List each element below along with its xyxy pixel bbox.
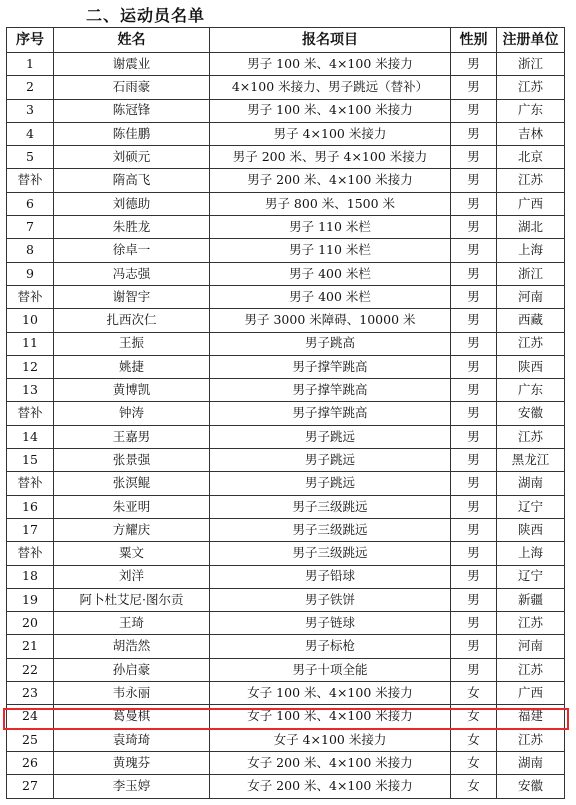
athlete-name-cell: 钟涛 [54, 402, 210, 425]
row-number-cell: 7 [7, 216, 54, 239]
athlete-name-cell: 扎西次仁 [54, 309, 210, 332]
athlete-name-cell: 粟文 [54, 542, 210, 565]
athlete-name-cell: 张景强 [54, 449, 210, 472]
sex-cell: 男 [451, 169, 497, 192]
event-cell: 女子 100 米、4×100 米接力 [210, 705, 451, 728]
row-number-cell: 6 [7, 192, 54, 215]
row-number-cell: 替补 [7, 285, 54, 308]
unit-cell: 西藏 [497, 309, 565, 332]
table-row [7, 635, 565, 658]
athlete-name-cell: 黄瑰芬 [54, 751, 210, 774]
sex-cell: 男 [451, 542, 497, 565]
event-cell: 男子撑竿跳高 [210, 379, 451, 402]
athlete-name-cell: 胡浩然 [54, 635, 210, 658]
sex-cell: 男 [451, 565, 497, 588]
athlete-name-cell: 刘硕元 [54, 146, 210, 169]
table-row [7, 449, 565, 472]
sex-cell: 男 [451, 495, 497, 518]
row-number-cell: 20 [7, 612, 54, 635]
row-number-cell: 26 [7, 751, 54, 774]
header-event: 报名项目 [210, 28, 451, 53]
event-cell: 男子 100 米、4×100 米接力 [210, 53, 451, 76]
event-cell: 男子 100 米、4×100 米接力 [210, 99, 451, 122]
unit-cell: 河南 [497, 635, 565, 658]
sex-cell: 女 [451, 705, 497, 728]
event-cell: 男子三级跳远 [210, 518, 451, 541]
event-cell: 男子跳远 [210, 425, 451, 448]
row-number-cell: 替补 [7, 169, 54, 192]
unit-cell: 河南 [497, 285, 565, 308]
event-cell: 男子跳高 [210, 332, 451, 355]
unit-cell: 江苏 [497, 728, 565, 751]
row-number-cell: 15 [7, 449, 54, 472]
row-number-cell: 替补 [7, 402, 54, 425]
table-row [7, 472, 565, 495]
row-number-cell: 替补 [7, 472, 54, 495]
athlete-name-cell: 韦永丽 [54, 682, 210, 705]
unit-cell: 浙江 [497, 262, 565, 285]
event-cell: 男子 4×100 米接力 [210, 122, 451, 145]
unit-cell: 湖南 [497, 751, 565, 774]
table-row [7, 425, 565, 448]
event-cell: 4×100 米接力、男子跳远（替补） [210, 76, 451, 99]
table-row [7, 379, 565, 402]
table-row [7, 612, 565, 635]
table-row [7, 775, 565, 798]
sex-cell: 男 [451, 472, 497, 495]
athlete-name-cell: 刘洋 [54, 565, 210, 588]
unit-cell: 黑龙江 [497, 449, 565, 472]
athlete-name-cell: 孙启豪 [54, 658, 210, 681]
sex-cell: 男 [451, 379, 497, 402]
unit-cell: 广西 [497, 192, 565, 215]
unit-cell: 辽宁 [497, 565, 565, 588]
sex-cell: 男 [451, 635, 497, 658]
row-number-cell: 27 [7, 775, 54, 798]
header-name: 姓名 [54, 28, 210, 53]
table-row [7, 99, 565, 122]
sex-cell: 女 [451, 775, 497, 798]
sex-cell: 男 [451, 332, 497, 355]
table-row [7, 728, 565, 751]
table-row [7, 565, 565, 588]
unit-cell: 湖南 [497, 472, 565, 495]
athlete-name-cell: 姚捷 [54, 355, 210, 378]
athlete-name-cell: 冯志强 [54, 262, 210, 285]
unit-cell: 福建 [497, 705, 565, 728]
event-cell: 男子撑竿跳高 [210, 402, 451, 425]
athlete-name-cell: 王嘉男 [54, 425, 210, 448]
table-row [7, 705, 565, 728]
unit-cell: 上海 [497, 239, 565, 262]
unit-cell: 安徽 [497, 402, 565, 425]
table-row [7, 402, 565, 425]
athlete-name-cell: 陈冠锋 [54, 99, 210, 122]
sex-cell: 男 [451, 309, 497, 332]
unit-cell: 辽宁 [497, 495, 565, 518]
event-cell: 男子 110 米栏 [210, 216, 451, 239]
sex-cell: 男 [451, 122, 497, 145]
sex-cell: 女 [451, 682, 497, 705]
row-number-cell: 17 [7, 518, 54, 541]
event-cell: 女子 200 米、4×100 米接力 [210, 751, 451, 774]
header-sex: 性别 [451, 28, 497, 53]
sex-cell: 男 [451, 402, 497, 425]
unit-cell: 江苏 [497, 425, 565, 448]
sex-cell: 男 [451, 518, 497, 541]
athlete-name-cell: 袁琦琦 [54, 728, 210, 751]
table-row [7, 682, 565, 705]
athlete-name-cell: 朱胜龙 [54, 216, 210, 239]
row-number-cell: 1 [7, 53, 54, 76]
sex-cell: 男 [451, 588, 497, 611]
row-number-cell: 18 [7, 565, 54, 588]
sex-cell: 女 [451, 751, 497, 774]
row-number-cell: 2 [7, 76, 54, 99]
unit-cell: 安徽 [497, 775, 565, 798]
table-row [7, 309, 565, 332]
unit-cell: 广东 [497, 99, 565, 122]
row-number-cell: 24 [7, 705, 54, 728]
athlete-name-cell: 陈佳鹏 [54, 122, 210, 145]
unit-cell: 江苏 [497, 169, 565, 192]
event-cell: 男子十项全能 [210, 658, 451, 681]
event-cell: 男子 400 米栏 [210, 262, 451, 285]
table-row [7, 658, 565, 681]
table-row [7, 192, 565, 215]
event-cell: 男子链球 [210, 612, 451, 635]
event-cell: 女子 100 米、4×100 米接力 [210, 682, 451, 705]
sex-cell: 男 [451, 192, 497, 215]
table-row [7, 262, 565, 285]
athlete-name-cell: 隋高飞 [54, 169, 210, 192]
table-row [7, 751, 565, 774]
athlete-name-cell: 石雨豪 [54, 76, 210, 99]
row-number-cell: 12 [7, 355, 54, 378]
event-cell: 男子铁饼 [210, 588, 451, 611]
row-number-cell: 21 [7, 635, 54, 658]
sex-cell: 男 [451, 449, 497, 472]
sex-cell: 男 [451, 146, 497, 169]
unit-cell: 陕西 [497, 355, 565, 378]
sex-cell: 男 [451, 612, 497, 635]
event-cell: 男子 400 米栏 [210, 285, 451, 308]
row-number-cell: 16 [7, 495, 54, 518]
event-cell: 男子 200 米、男子 4×100 米接力 [210, 146, 451, 169]
unit-cell: 上海 [497, 542, 565, 565]
row-number-cell: 3 [7, 99, 54, 122]
event-cell: 男子 800 米、1500 米 [210, 192, 451, 215]
athlete-name-cell: 张溟鲲 [54, 472, 210, 495]
table-row [7, 285, 565, 308]
row-number-cell: 4 [7, 122, 54, 145]
unit-cell: 陕西 [497, 518, 565, 541]
athlete-name-cell: 葛曼棋 [54, 705, 210, 728]
table-row [7, 53, 565, 76]
sex-cell: 男 [451, 76, 497, 99]
unit-cell: 江苏 [497, 76, 565, 99]
unit-cell: 浙江 [497, 53, 565, 76]
sex-cell: 男 [451, 285, 497, 308]
event-cell: 男子 200 米、4×100 米接力 [210, 169, 451, 192]
table-body [7, 53, 565, 799]
table-row [7, 239, 565, 262]
sex-cell: 男 [451, 239, 497, 262]
athlete-name-cell: 徐卓一 [54, 239, 210, 262]
sex-cell: 男 [451, 425, 497, 448]
event-cell: 男子撑竿跳高 [210, 355, 451, 378]
sex-cell: 女 [451, 728, 497, 751]
row-number-cell: 25 [7, 728, 54, 751]
unit-cell: 吉林 [497, 122, 565, 145]
athlete-name-cell: 阿卜杜艾尼·图尔贡 [54, 588, 210, 611]
athlete-name-cell: 黄博凯 [54, 379, 210, 402]
table-row [7, 518, 565, 541]
athlete-name-cell: 朱亚明 [54, 495, 210, 518]
unit-cell: 江苏 [497, 332, 565, 355]
sex-cell: 男 [451, 262, 497, 285]
row-number-cell: 14 [7, 425, 54, 448]
event-cell: 男子跳远 [210, 449, 451, 472]
table-row [7, 542, 565, 565]
section-title: 二、运动员名单 [86, 6, 206, 25]
unit-cell: 江苏 [497, 658, 565, 681]
event-cell: 男子 3000 米障碍、10000 米 [210, 309, 451, 332]
row-number-cell: 5 [7, 146, 54, 169]
athlete-name-cell: 王振 [54, 332, 210, 355]
athlete-name-cell: 李玉婷 [54, 775, 210, 798]
row-number-cell: 11 [7, 332, 54, 355]
unit-cell: 广东 [497, 379, 565, 402]
row-number-cell: 13 [7, 379, 54, 402]
table-header-row [7, 28, 565, 53]
sex-cell: 男 [451, 53, 497, 76]
table-row [7, 216, 565, 239]
athlete-name-cell: 谢智宇 [54, 285, 210, 308]
athlete-name-cell: 王琦 [54, 612, 210, 635]
row-number-cell: 替补 [7, 542, 54, 565]
table-row [7, 169, 565, 192]
event-cell: 男子标枪 [210, 635, 451, 658]
unit-cell: 广西 [497, 682, 565, 705]
sex-cell: 男 [451, 216, 497, 239]
header-unit: 注册单位 [497, 28, 565, 53]
sex-cell: 男 [451, 355, 497, 378]
event-cell: 男子跳远 [210, 472, 451, 495]
row-number-cell: 19 [7, 588, 54, 611]
sex-cell: 男 [451, 99, 497, 122]
unit-cell: 湖北 [497, 216, 565, 239]
table-row [7, 146, 565, 169]
event-cell: 男子铅球 [210, 565, 451, 588]
event-cell: 女子 200 米、4×100 米接力 [210, 775, 451, 798]
athlete-name-cell: 刘德助 [54, 192, 210, 215]
unit-cell: 新疆 [497, 588, 565, 611]
row-number-cell: 23 [7, 682, 54, 705]
table-row [7, 495, 565, 518]
header-number: 序号 [7, 28, 54, 53]
table-row [7, 588, 565, 611]
sex-cell: 男 [451, 658, 497, 681]
row-number-cell: 10 [7, 309, 54, 332]
unit-cell: 北京 [497, 146, 565, 169]
event-cell: 男子三级跳远 [210, 542, 451, 565]
table-row [7, 355, 565, 378]
table-row [7, 332, 565, 355]
event-cell: 男子 110 米栏 [210, 239, 451, 262]
row-number-cell: 9 [7, 262, 54, 285]
athlete-roster-table [6, 27, 565, 799]
table-row [7, 76, 565, 99]
row-number-cell: 8 [7, 239, 54, 262]
athlete-name-cell: 谢震业 [54, 53, 210, 76]
table-row [7, 122, 565, 145]
row-number-cell: 22 [7, 658, 54, 681]
athlete-name-cell: 方耀庆 [54, 518, 210, 541]
event-cell: 女子 4×100 米接力 [210, 728, 451, 751]
unit-cell: 江苏 [497, 612, 565, 635]
event-cell: 男子三级跳远 [210, 495, 451, 518]
